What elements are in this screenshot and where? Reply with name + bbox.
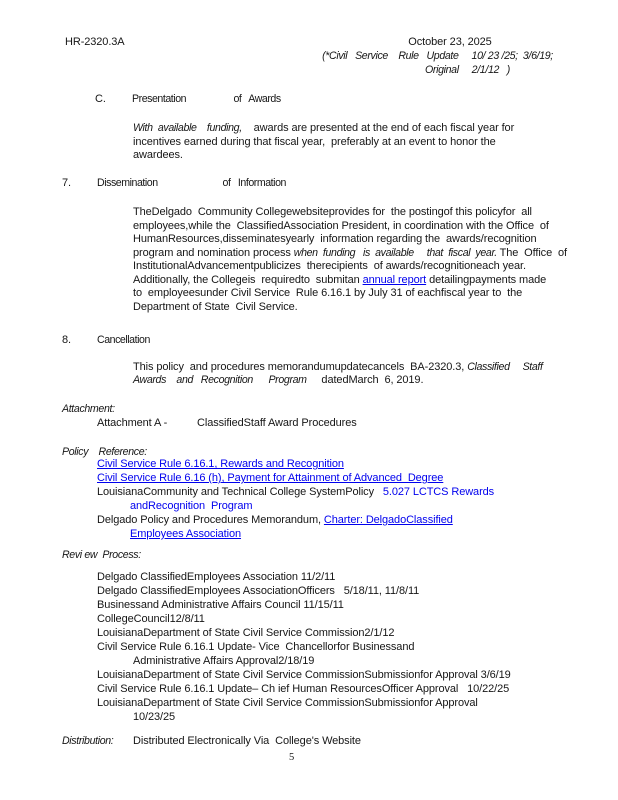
body-text: datedMarch 6, 2019. xyxy=(306,374,424,386)
section-7-number: 7. xyxy=(62,177,71,189)
italic-phrase: when funding is available that fiscal year. xyxy=(293,247,497,259)
body-text: This policy and procedures memorandumupdatecancels BA-2320.3, xyxy=(133,361,468,373)
review-item: LouisianaDepartment of State Civil Service Commission2/1/12 xyxy=(97,627,395,639)
body-line xyxy=(133,274,546,287)
body-line: Department of State Civil Service. xyxy=(133,301,298,313)
revision-note-line2: Original 2/1/12 ) xyxy=(425,64,510,76)
policy-ref-line xyxy=(97,486,494,499)
body-text: detailingpayments made xyxy=(426,274,547,286)
body-line xyxy=(133,122,514,135)
review-item: Civil Service Rule 6.16.1 Update- Vice Chancellorfor Businessand xyxy=(97,641,415,653)
body-line xyxy=(133,361,543,374)
policy-ref-link-civil-service-6161[interactable]: Civil Service Rule 6.16.1, Rewards and Recognition xyxy=(97,458,344,470)
section-8-number: 8. xyxy=(62,334,71,346)
annual-report-link[interactable]: annual report xyxy=(362,274,427,286)
policy-ref-line xyxy=(97,514,453,527)
italic-phrase: With available funding, xyxy=(133,122,242,134)
attachment-item-value: ClassifiedStaff Award Procedures xyxy=(197,417,357,429)
attachment-item-name: Attachment A - xyxy=(97,417,168,429)
body-text: Additionally, the Collegeis requiredto submitan xyxy=(133,274,363,286)
body-text: Delgado Policy and Procedures Memorandum, xyxy=(97,514,324,526)
distribution-value: Distributed Electronically Via College's Website xyxy=(133,735,361,747)
body-line: awardees. xyxy=(133,149,183,161)
review-item: LouisianaDepartment of State Civil Service CommissionSubmissionfor Approval 3/6/19 xyxy=(97,669,511,681)
body-line: employees,while the ClassifiedAssociation President, in coordination with the Office of xyxy=(133,220,549,232)
lctcs-policy-link-wrap[interactable]: andRecognition Program xyxy=(130,500,253,512)
revision-note-line1: (*Civil Service Rule Update 10/ 23 /25; 3/6/19; xyxy=(322,50,553,62)
review-item-wrap: Administrative Affairs Approval2/18/19 xyxy=(133,655,315,667)
body-line: to employeesunder Civil Service Rule 6.16.1 by July 31 of eachfiscal year to the xyxy=(133,287,523,299)
body-line: HumanResources,disseminatesyearly information regarding the awards/recognition xyxy=(133,233,537,245)
doc-number: HR-2320.3A xyxy=(65,36,125,48)
body-line xyxy=(133,247,567,260)
doc-date: October 23, 2025 xyxy=(408,36,492,48)
review-item: Delgado ClassifiedEmployees Association 11/2/11 xyxy=(97,571,336,583)
body-line xyxy=(133,374,423,387)
section-c-number: C. xyxy=(95,93,106,105)
body-text: awards are presented at the end of each fiscal year for xyxy=(241,122,515,134)
charter-link-wrap[interactable]: Employees Association xyxy=(130,528,242,540)
body-line: incentives earned during that fiscal year, preferably at an event to honor the xyxy=(133,136,496,148)
section-c-title: Presentation of Awards xyxy=(132,93,281,105)
review-item: LouisianaDepartment of State Civil Service CommissionSubmissionfor Approval xyxy=(97,697,478,709)
page-number: 5 xyxy=(289,752,295,763)
body-text: program and nomination process xyxy=(133,247,294,259)
lctcs-policy-link[interactable]: 5.027 LCTCS Rewards xyxy=(382,486,495,498)
policy-reference-label: Policy Reference: xyxy=(62,446,147,458)
body-line: InstitutionalAdvancementpublicizes therecipients of awards/recognitioneach year. xyxy=(133,260,526,272)
charter-link[interactable]: Charter: DelgadoClassified xyxy=(323,514,453,526)
review-item-wrap: 10/23/25 xyxy=(133,711,176,723)
policy-ref-link-civil-service-616h[interactable]: Civil Service Rule 6.16 (h), Payment for Attainment of Advanced Degree xyxy=(97,472,444,484)
distribution-label: Distribution: xyxy=(62,735,114,747)
review-item: Civil Service Rule 6.16.1 Update– Ch ief Human ResourcesOfficer Approval 10/22/25 xyxy=(97,683,510,695)
review-process-label: Revi ew Process: xyxy=(62,549,141,561)
italic-phrase: Classified Staff xyxy=(467,361,543,373)
section-7-title: Dissemination of Information xyxy=(97,177,286,189)
italic-phrase: Awards and Recognition Program xyxy=(133,374,307,386)
attachment-label: Attachment: xyxy=(62,403,115,415)
body-text: LouisianaCommunity and Technical College SystemPolicy xyxy=(97,486,383,498)
review-item: CollegeCouncil12/8/11 xyxy=(97,613,205,625)
section-8-title: Cancellation xyxy=(97,334,150,346)
body-text: The Office of xyxy=(496,247,567,259)
review-item: Businessand Administrative Affairs Council 11/15/11 xyxy=(97,599,344,611)
review-item: Delgado ClassifiedEmployees AssociationOfficers 5/18/11, 11/8/11 xyxy=(97,585,420,597)
body-line: TheDelgado Community Collegewebsiteprovides for the postingof this policyfor all xyxy=(133,206,532,218)
